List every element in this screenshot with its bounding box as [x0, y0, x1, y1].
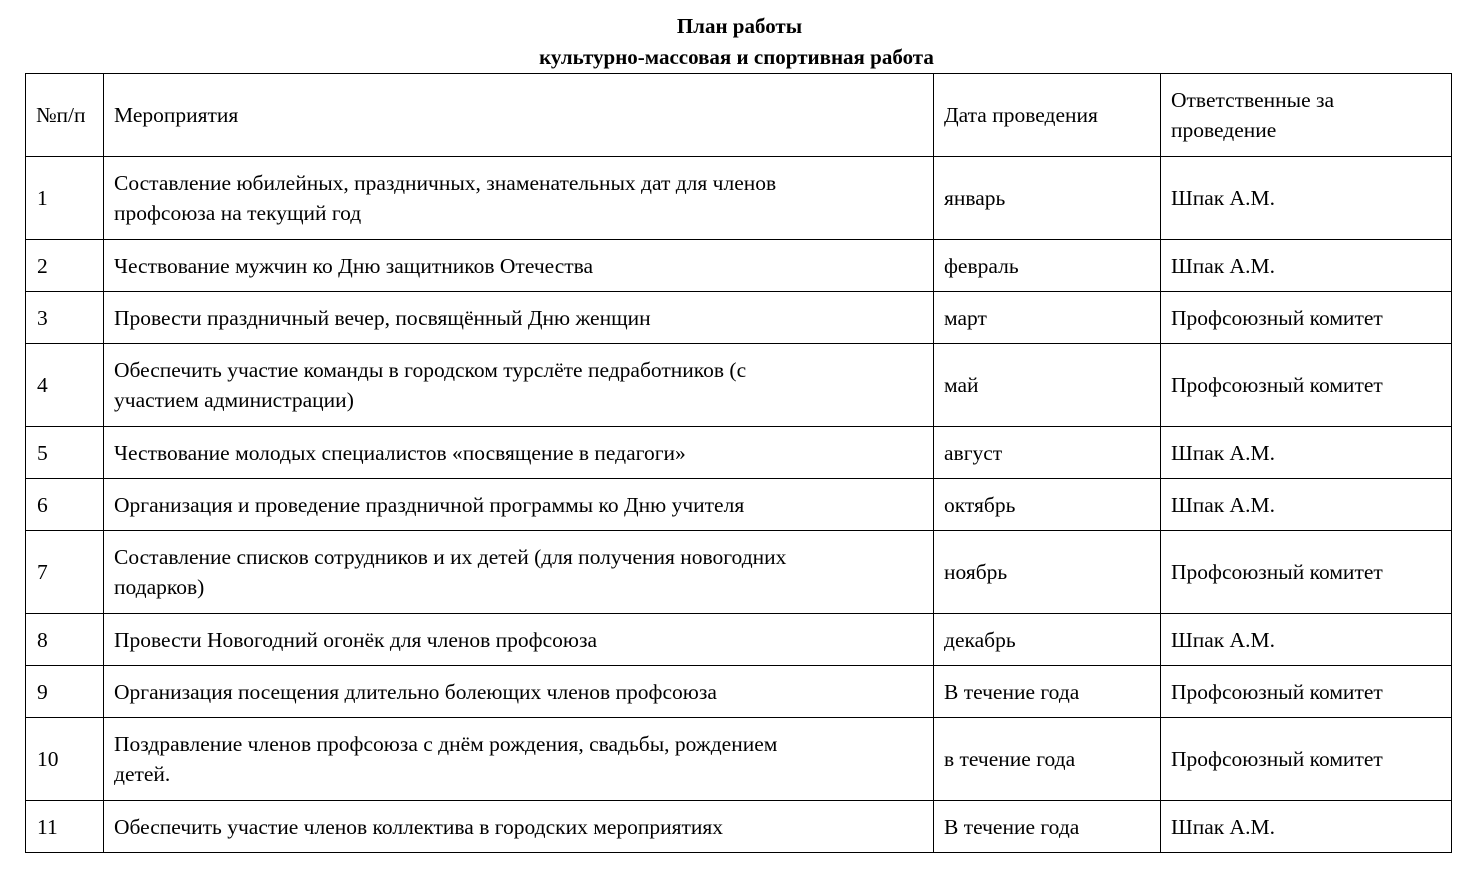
cell-date: август	[934, 427, 1161, 479]
work-plan-table	[25, 73, 1452, 853]
table-row	[26, 531, 1452, 614]
table-header-row	[26, 74, 1452, 157]
cell-event: Обеспечить участие членов коллектива в городских мероприятиях	[104, 801, 934, 853]
document-subtitle: культурно-массовая и спортивная работа	[539, 45, 934, 69]
header-date: Дата проведения	[934, 74, 1161, 157]
cell-responsible: Профсоюзный комитет	[1161, 344, 1452, 427]
cell-responsible: Шпак А.М.	[1161, 479, 1452, 531]
table-row	[26, 344, 1452, 427]
cell-number: 10	[26, 718, 104, 801]
table-row	[26, 801, 1452, 853]
cell-responsible: Шпак А.М.	[1161, 801, 1452, 853]
table-row	[26, 718, 1452, 801]
document-title: План работы	[676, 14, 803, 38]
cell-date: декабрь	[934, 614, 1161, 666]
cell-date: февраль	[934, 240, 1161, 292]
cell-event: Организация посещения длительно болеющих членов профсоюза	[104, 666, 934, 718]
cell-number: 6	[26, 479, 104, 531]
table-row	[26, 292, 1452, 344]
table-row	[26, 427, 1452, 479]
cell-number: 5	[26, 427, 104, 479]
cell-number: 2	[26, 240, 104, 292]
header-number: №п/п	[26, 74, 104, 157]
cell-responsible: Профсоюзный комитет	[1161, 292, 1452, 344]
cell-date: январь	[934, 157, 1161, 240]
header-responsible: Ответственные за проведение	[1161, 74, 1452, 157]
cell-date: В течение года	[934, 666, 1161, 718]
cell-date: май	[934, 344, 1161, 427]
cell-number: 3	[26, 292, 104, 344]
cell-date: октябрь	[934, 479, 1161, 531]
cell-event: Составление юбилейных, праздничных, знаменательных дат для членов профсоюза на текущий год	[104, 157, 934, 240]
cell-date: март	[934, 292, 1161, 344]
cell-event: Чествование молодых специалистов «посвящение в педагоги»	[104, 427, 934, 479]
cell-event: Составление списков сотрудников и их детей (для получения новогодних подарков)	[104, 531, 934, 614]
cell-responsible: Шпак А.М.	[1161, 427, 1452, 479]
cell-responsible: Шпак А.М.	[1161, 614, 1452, 666]
cell-responsible: Шпак А.М.	[1161, 240, 1452, 292]
table-row	[26, 240, 1452, 292]
cell-event: Обеспечить участие команды в городском турслёте педработников (с участием администрации)	[104, 344, 934, 427]
cell-date: В течение года	[934, 801, 1161, 853]
cell-responsible: Профсоюзный комитет	[1161, 718, 1452, 801]
table-row	[26, 666, 1452, 718]
cell-responsible: Шпак А.М.	[1161, 157, 1452, 240]
cell-date: ноябрь	[934, 531, 1161, 614]
cell-number: 4	[26, 344, 104, 427]
cell-event: Провести Новогодний огонёк для членов профсоюза	[104, 614, 934, 666]
cell-responsible: Профсоюзный комитет	[1161, 666, 1452, 718]
cell-number: 8	[26, 614, 104, 666]
header-event: Мероприятия	[104, 74, 934, 157]
cell-event: Чествование мужчин ко Дню защитников Отечества	[104, 240, 934, 292]
cell-number: 7	[26, 531, 104, 614]
cell-number: 9	[26, 666, 104, 718]
cell-event: Организация и проведение праздничной программы ко Дню учителя	[104, 479, 934, 531]
table-row	[26, 479, 1452, 531]
cell-event: Поздравление членов профсоюза с днём рождения, свадьбы, рождением детей.	[104, 718, 934, 801]
cell-date: в течение года	[934, 718, 1161, 801]
table-row	[26, 157, 1452, 240]
cell-number: 11	[26, 801, 104, 853]
table-row	[26, 614, 1452, 666]
cell-number: 1	[26, 157, 104, 240]
cell-event: Провести праздничный вечер, посвящённый Дню женщин	[104, 292, 934, 344]
cell-responsible: Профсоюзный комитет	[1161, 531, 1452, 614]
